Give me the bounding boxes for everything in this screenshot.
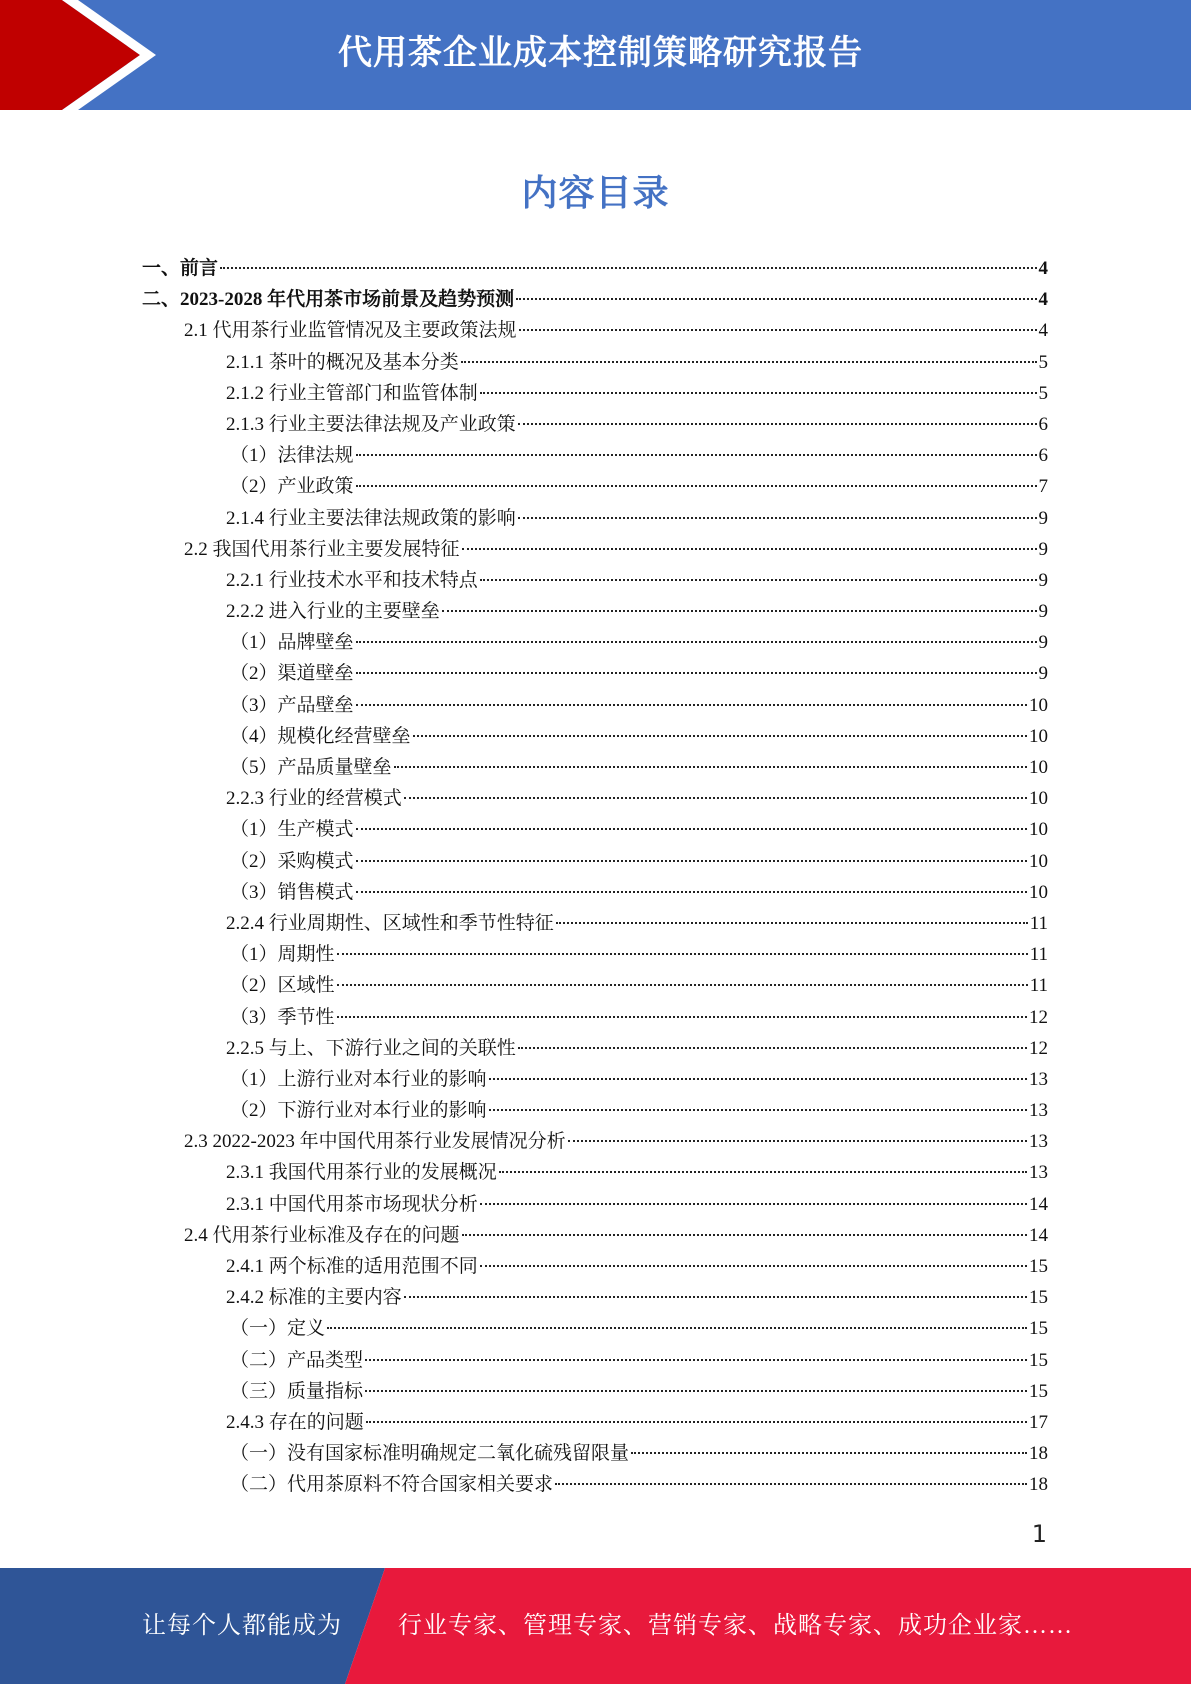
toc-entry[interactable] xyxy=(142,1189,1048,1220)
toc-entry-title: 2.3 2022-2023 年中国代用茶行业发展情况分析 xyxy=(184,1131,566,1153)
toc-entry[interactable] xyxy=(142,939,1048,970)
toc-entry-page: 15 xyxy=(1029,1380,1048,1402)
toc-entry-page: 9 xyxy=(1038,663,1048,685)
toc-dot-leader xyxy=(413,735,1027,737)
toc-entry-title: （二）产品类型 xyxy=(230,1349,364,1371)
toc-entry[interactable] xyxy=(142,315,1048,346)
toc-dot-leader xyxy=(442,610,1037,612)
toc-entry-title: 一、前言 xyxy=(142,258,219,279)
toc-entry-page: 14 xyxy=(1029,1224,1048,1246)
toc-entry-page: 10 xyxy=(1029,881,1048,903)
toc-dot-leader xyxy=(519,329,1037,331)
toc-entry-page: 4 xyxy=(1038,258,1048,279)
toc-entry[interactable] xyxy=(142,1345,1048,1376)
toc-entry-title: 2.1.1 茶叶的概况及基本分类 xyxy=(226,351,459,373)
toc-entry-title: 2.3.1 中国代用茶市场现状分析 xyxy=(226,1193,478,1215)
toc-dot-leader xyxy=(356,704,1027,706)
toc-entry[interactable] xyxy=(142,783,1048,814)
toc-entry[interactable] xyxy=(142,1033,1048,1064)
toc-dot-leader xyxy=(480,392,1037,394)
toc-entry-page: 9 xyxy=(1038,601,1048,623)
toc-entry[interactable] xyxy=(142,1157,1048,1188)
table-of-contents xyxy=(142,253,1048,1501)
toc-entry-page: 12 xyxy=(1029,1037,1048,1059)
toc-entry[interactable] xyxy=(142,347,1048,378)
toc-entry[interactable] xyxy=(142,1220,1048,1251)
toc-heading: 内容目录 xyxy=(521,173,670,214)
toc-entry[interactable] xyxy=(142,565,1048,596)
toc-entry-page: 14 xyxy=(1029,1193,1048,1215)
toc-entry-page: 15 xyxy=(1029,1256,1048,1277)
toc-entry-page: 15 xyxy=(1029,1349,1048,1371)
toc-dot-leader xyxy=(337,953,1028,955)
toc-entry-title: 2.2.5 与上、下游行业之间的关联性 xyxy=(226,1037,516,1059)
toc-entry[interactable] xyxy=(142,1251,1048,1282)
toc-entry-title: （5）产品质量壁垒 xyxy=(230,757,392,778)
toc-entry[interactable] xyxy=(142,1064,1048,1095)
toc-dot-leader xyxy=(462,548,1037,550)
toc-entry-title: 2.4 代用茶行业标准及存在的问题 xyxy=(184,1224,460,1246)
toc-entry[interactable] xyxy=(142,1407,1048,1438)
toc-dot-leader xyxy=(220,267,1036,269)
toc-entry-title: （1）品牌壁垒 xyxy=(230,632,354,654)
toc-dot-leader xyxy=(356,454,1037,456)
toc-entry-page: 10 xyxy=(1029,819,1048,841)
toc-dot-leader xyxy=(356,641,1037,643)
toc-dot-leader xyxy=(462,1234,1027,1236)
toc-entry-title: 2.2.1 行业技术水平和技术特点 xyxy=(226,569,478,591)
toc-entry-title: （1）生产模式 xyxy=(230,819,354,841)
toc-dot-leader xyxy=(356,828,1027,830)
toc-dot-leader xyxy=(480,1265,1027,1267)
toc-entry[interactable] xyxy=(142,596,1048,627)
toc-entry-page: 10 xyxy=(1029,788,1048,810)
toc-entry[interactable] xyxy=(142,814,1048,845)
toc-dot-leader xyxy=(365,1390,1027,1392)
toc-entry-page: 12 xyxy=(1029,1006,1048,1028)
toc-dot-leader xyxy=(356,891,1027,893)
toc-entry[interactable] xyxy=(142,284,1048,315)
toc-entry-title: （1）周期性 xyxy=(230,944,335,966)
toc-entry-page: 9 xyxy=(1038,632,1048,654)
toc-dot-leader xyxy=(518,423,1037,425)
toc-entry[interactable] xyxy=(142,1376,1048,1407)
toc-entry-title: 2.3.1 我国代用茶行业的发展概况 xyxy=(226,1162,497,1184)
footer-slogan-left: 让每个人都能成为 xyxy=(142,1613,342,1639)
footer-band xyxy=(0,1568,1191,1684)
toc-entry[interactable] xyxy=(142,471,1048,502)
toc-entry-title: （三）质量指标 xyxy=(230,1380,364,1402)
toc-entry[interactable] xyxy=(142,253,1048,284)
toc-entry[interactable] xyxy=(142,690,1048,721)
toc-entry[interactable] xyxy=(142,1095,1048,1126)
toc-entry-page: 13 xyxy=(1029,1131,1048,1153)
toc-entry-title: （3）季节性 xyxy=(230,1006,335,1028)
toc-entry[interactable] xyxy=(142,1126,1048,1157)
toc-entry[interactable] xyxy=(142,1313,1048,1344)
toc-dot-leader xyxy=(518,1047,1027,1049)
toc-dot-leader xyxy=(394,766,1027,768)
toc-entry-page: 10 xyxy=(1029,850,1048,872)
toc-entry-title: 2.4.2 标准的主要内容 xyxy=(226,1287,402,1309)
toc-entry[interactable] xyxy=(142,752,1048,783)
toc-dot-leader xyxy=(356,672,1037,674)
toc-entry-title: 2.2.2 进入行业的主要壁垒 xyxy=(226,601,440,623)
toc-dot-leader xyxy=(356,485,1037,487)
toc-entry-title: 2.1.2 行业主管部门和监管体制 xyxy=(226,382,478,404)
toc-entry-title: （2）产业政策 xyxy=(230,476,354,498)
toc-dot-leader xyxy=(556,922,1028,924)
toc-entry-title: （一）没有国家标准明确规定二氧化硫残留限量 xyxy=(230,1443,630,1465)
toc-entry[interactable] xyxy=(142,378,1048,409)
toc-entry[interactable] xyxy=(142,440,1048,471)
toc-entry[interactable] xyxy=(142,409,1048,440)
toc-entry[interactable] xyxy=(142,534,1048,565)
toc-entry-page: 10 xyxy=(1029,725,1048,747)
toc-dot-leader xyxy=(489,1109,1027,1111)
toc-dot-leader xyxy=(337,1016,1027,1018)
toc-dot-leader xyxy=(337,984,1028,986)
toc-entry-title: （2）下游行业对本行业的影响 xyxy=(230,1100,487,1122)
toc-entry-page: 17 xyxy=(1029,1411,1048,1433)
toc-dot-leader xyxy=(365,1359,1027,1361)
toc-entry-title: 2.4.1 两个标准的适用范围不同 xyxy=(226,1256,478,1277)
toc-entry-page: 13 xyxy=(1029,1068,1048,1090)
toc-dot-leader xyxy=(461,361,1037,363)
report-title: 代用茶企业成本控制策略研究报告 xyxy=(338,33,863,73)
toc-entry-title: （2）采购模式 xyxy=(230,850,354,872)
header-band xyxy=(0,0,1191,110)
toc-entry[interactable] xyxy=(142,1438,1048,1469)
toc-entry-page: 9 xyxy=(1038,538,1048,560)
toc-entry-page: 15 xyxy=(1029,1318,1048,1340)
toc-dot-leader xyxy=(356,860,1027,862)
toc-entry-page: 4 xyxy=(1038,289,1048,311)
toc-entry-page: 6 xyxy=(1038,445,1048,467)
toc-entry-title: （2）渠道壁垒 xyxy=(230,663,354,685)
toc-dot-leader xyxy=(366,1421,1027,1423)
toc-entry[interactable] xyxy=(142,1282,1048,1313)
toc-dot-leader xyxy=(555,1483,1027,1485)
toc-entry-page: 11 xyxy=(1029,944,1048,966)
toc-entry[interactable] xyxy=(142,1002,1048,1033)
toc-entry-page: 15 xyxy=(1029,1287,1048,1309)
toc-entry-page: 13 xyxy=(1029,1100,1048,1122)
toc-dot-leader xyxy=(404,1296,1027,1298)
toc-dot-leader xyxy=(404,797,1027,799)
toc-entry-title: 2.1.3 行业主要法律法规及产业政策 xyxy=(226,413,516,435)
toc-dot-leader xyxy=(480,1203,1027,1205)
toc-entry-title: （1）上游行业对本行业的影响 xyxy=(230,1068,487,1090)
toc-entry[interactable] xyxy=(142,1469,1048,1500)
toc-entry-page: 9 xyxy=(1038,569,1048,591)
toc-entry-title: 2.1.4 行业主要法律法规政策的影响 xyxy=(226,507,516,529)
toc-entry-title: （2）区域性 xyxy=(230,975,335,997)
toc-entry-page: 5 xyxy=(1038,382,1048,404)
toc-dot-leader xyxy=(499,1171,1027,1173)
toc-dot-leader xyxy=(327,1327,1027,1329)
toc-entry-title: （3）产品壁垒 xyxy=(230,694,354,716)
toc-entry-title: （一）定义 xyxy=(230,1318,326,1340)
toc-entry[interactable] xyxy=(142,658,1048,689)
toc-entry-page: 6 xyxy=(1038,413,1048,435)
toc-dot-leader xyxy=(631,1452,1027,1454)
toc-entry-page: 11 xyxy=(1029,975,1048,997)
toc-entry-page: 11 xyxy=(1029,912,1048,934)
toc-entry-title: （3）销售模式 xyxy=(230,881,354,903)
toc-entry-title: （1）法律法规 xyxy=(230,445,354,467)
toc-entry-title: 2.2.4 行业周期性、区域性和季节性特征 xyxy=(226,912,554,934)
toc-entry-title: （二）代用茶原料不符合国家相关要求 xyxy=(230,1474,554,1496)
toc-entry-page: 4 xyxy=(1038,320,1048,342)
toc-entry[interactable] xyxy=(142,846,1048,877)
toc-entry-title: 2.2.3 行业的经营模式 xyxy=(226,788,402,810)
toc-entry-title: 2.4.3 存在的问题 xyxy=(226,1411,364,1433)
toc-dot-leader xyxy=(568,1140,1027,1142)
toc-entry[interactable] xyxy=(142,877,1048,908)
toc-entry-page: 13 xyxy=(1029,1162,1048,1184)
toc-dot-leader xyxy=(518,517,1037,519)
toc-entry-title: 2.2 我国代用茶行业主要发展特征 xyxy=(184,538,460,560)
toc-entry-page: 18 xyxy=(1029,1443,1048,1465)
toc-entry-title: 二、2023-2028 年代用茶市场前景及趋势预测 xyxy=(142,289,515,311)
toc-entry-page: 18 xyxy=(1029,1474,1048,1496)
footer-slogan-right: 行业专家、管理专家、营销专家、战略专家、成功企业家…… xyxy=(398,1613,1073,1639)
page-number: 1 xyxy=(1031,1520,1047,1548)
toc-entry-page: 10 xyxy=(1029,757,1048,778)
toc-entry[interactable] xyxy=(142,721,1048,752)
toc-entry-title: （4）规模化经营壁垒 xyxy=(230,725,411,747)
toc-entry-page: 7 xyxy=(1038,476,1048,498)
toc-entry-page: 9 xyxy=(1038,507,1048,529)
toc-entry[interactable] xyxy=(142,908,1048,939)
toc-entry-title: 2.1 代用茶行业监管情况及主要政策法规 xyxy=(184,320,517,342)
toc-entry[interactable] xyxy=(142,627,1048,658)
toc-entry[interactable] xyxy=(142,970,1048,1001)
toc-entry-page: 10 xyxy=(1029,694,1048,716)
toc-dot-leader xyxy=(480,579,1037,581)
toc-dot-leader xyxy=(489,1078,1027,1080)
toc-entry-page: 5 xyxy=(1038,351,1048,373)
toc-entry[interactable] xyxy=(142,503,1048,534)
toc-dot-leader xyxy=(516,298,1036,300)
